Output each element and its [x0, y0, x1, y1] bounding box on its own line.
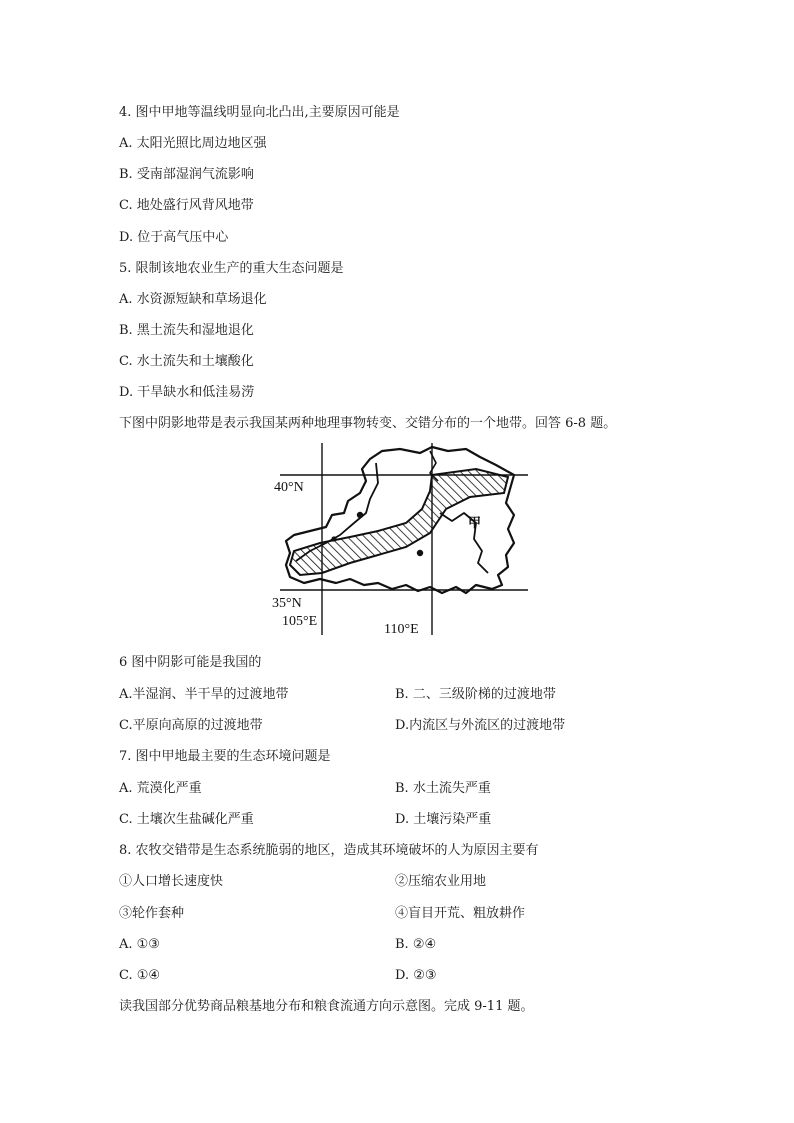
question-7-option-c: C. 土壤次生盐碱化严重 — [119, 812, 254, 827]
question-4-option-b: B. 受南部湿润气流影响 — [119, 167, 254, 182]
question-8-item-4: ④盲目开荒、粗放耕作 — [395, 906, 526, 921]
question-8-option-b: B. ②④ — [395, 937, 437, 952]
question-8-option-c: C. ①④ — [119, 968, 161, 983]
latitude-label-35n: 35°N — [272, 596, 302, 611]
map-figure — [270, 443, 528, 635]
question-4-stem: 4. 图中甲地等温线明显向北凸出,主要原因可能是 — [119, 105, 400, 120]
question-7-option-b: B. 水土流失严重 — [395, 781, 491, 796]
question-4-option-c: C. 地处盛行风背风地带 — [119, 198, 254, 213]
longitude-label-110e: 110°E — [384, 622, 419, 635]
city-dot — [417, 550, 423, 556]
question-5-option-c: C. 水土流失和土壤酸化 — [119, 354, 254, 369]
question-5-option-d: D. 干旱缺水和低洼易涝 — [119, 385, 255, 400]
latitude-label-40n: 40°N — [274, 480, 304, 495]
question-6-option-a: A.半湿润、半干旱的过渡地带 — [119, 687, 289, 702]
question-6-option-b: B. 二、三级阶梯的过渡地带 — [395, 687, 556, 702]
region-label-jia: 甲 — [468, 515, 482, 530]
question-7-option-d: D. 土壤污染严重 — [395, 812, 492, 827]
question-8-option-a: A. ①③ — [119, 937, 160, 952]
intro-questions-6-8: 下图中阴影地带是表示我国某两种地理事物转变、交错分布的一个地带。回答 6-8 题。 — [119, 416, 617, 431]
question-5-option-b: B. 黑土流失和湿地退化 — [119, 323, 254, 338]
question-8-option-d: D. ②③ — [395, 968, 437, 983]
question-8-item-1: ①人口增长速度快 — [119, 874, 224, 889]
question-4-option-d: D. 位于高气压中心 — [119, 230, 229, 245]
intro-questions-9-11: 读我国部分优势商品粮基地分布和粮食流通方向示意图。完成 9-11 题。 — [119, 999, 534, 1014]
question-6-option-c: C.平原向高原的过渡地带 — [119, 718, 263, 733]
question-7-stem: 7. 图中甲地最主要的生态环境问题是 — [119, 749, 331, 764]
question-4-option-a: A. 太阳光照比周边地区强 — [119, 136, 267, 151]
question-6-stem: 6 图中阴影可能是我国的 — [119, 655, 262, 670]
city-dot — [331, 536, 336, 541]
question-5-option-a: A. 水资源短缺和草场退化 — [119, 292, 267, 307]
question-5-stem: 5. 限制该地农业生产的重大生态问题是 — [119, 261, 344, 276]
longitude-label-105e: 105°E — [282, 614, 318, 629]
question-8-stem: 8. 农牧交错带是生态系统脆弱的地区，造成其环境破坏的人为原因主要有 — [119, 843, 539, 858]
question-6-option-d: D.内流区与外流区的过渡地带 — [395, 718, 566, 733]
question-7-option-a: A. 荒漠化严重 — [119, 781, 202, 796]
city-dot — [357, 512, 363, 518]
question-8-item-2: ②压缩农业用地 — [395, 874, 487, 889]
question-8-item-3: ③轮作套种 — [119, 906, 185, 921]
